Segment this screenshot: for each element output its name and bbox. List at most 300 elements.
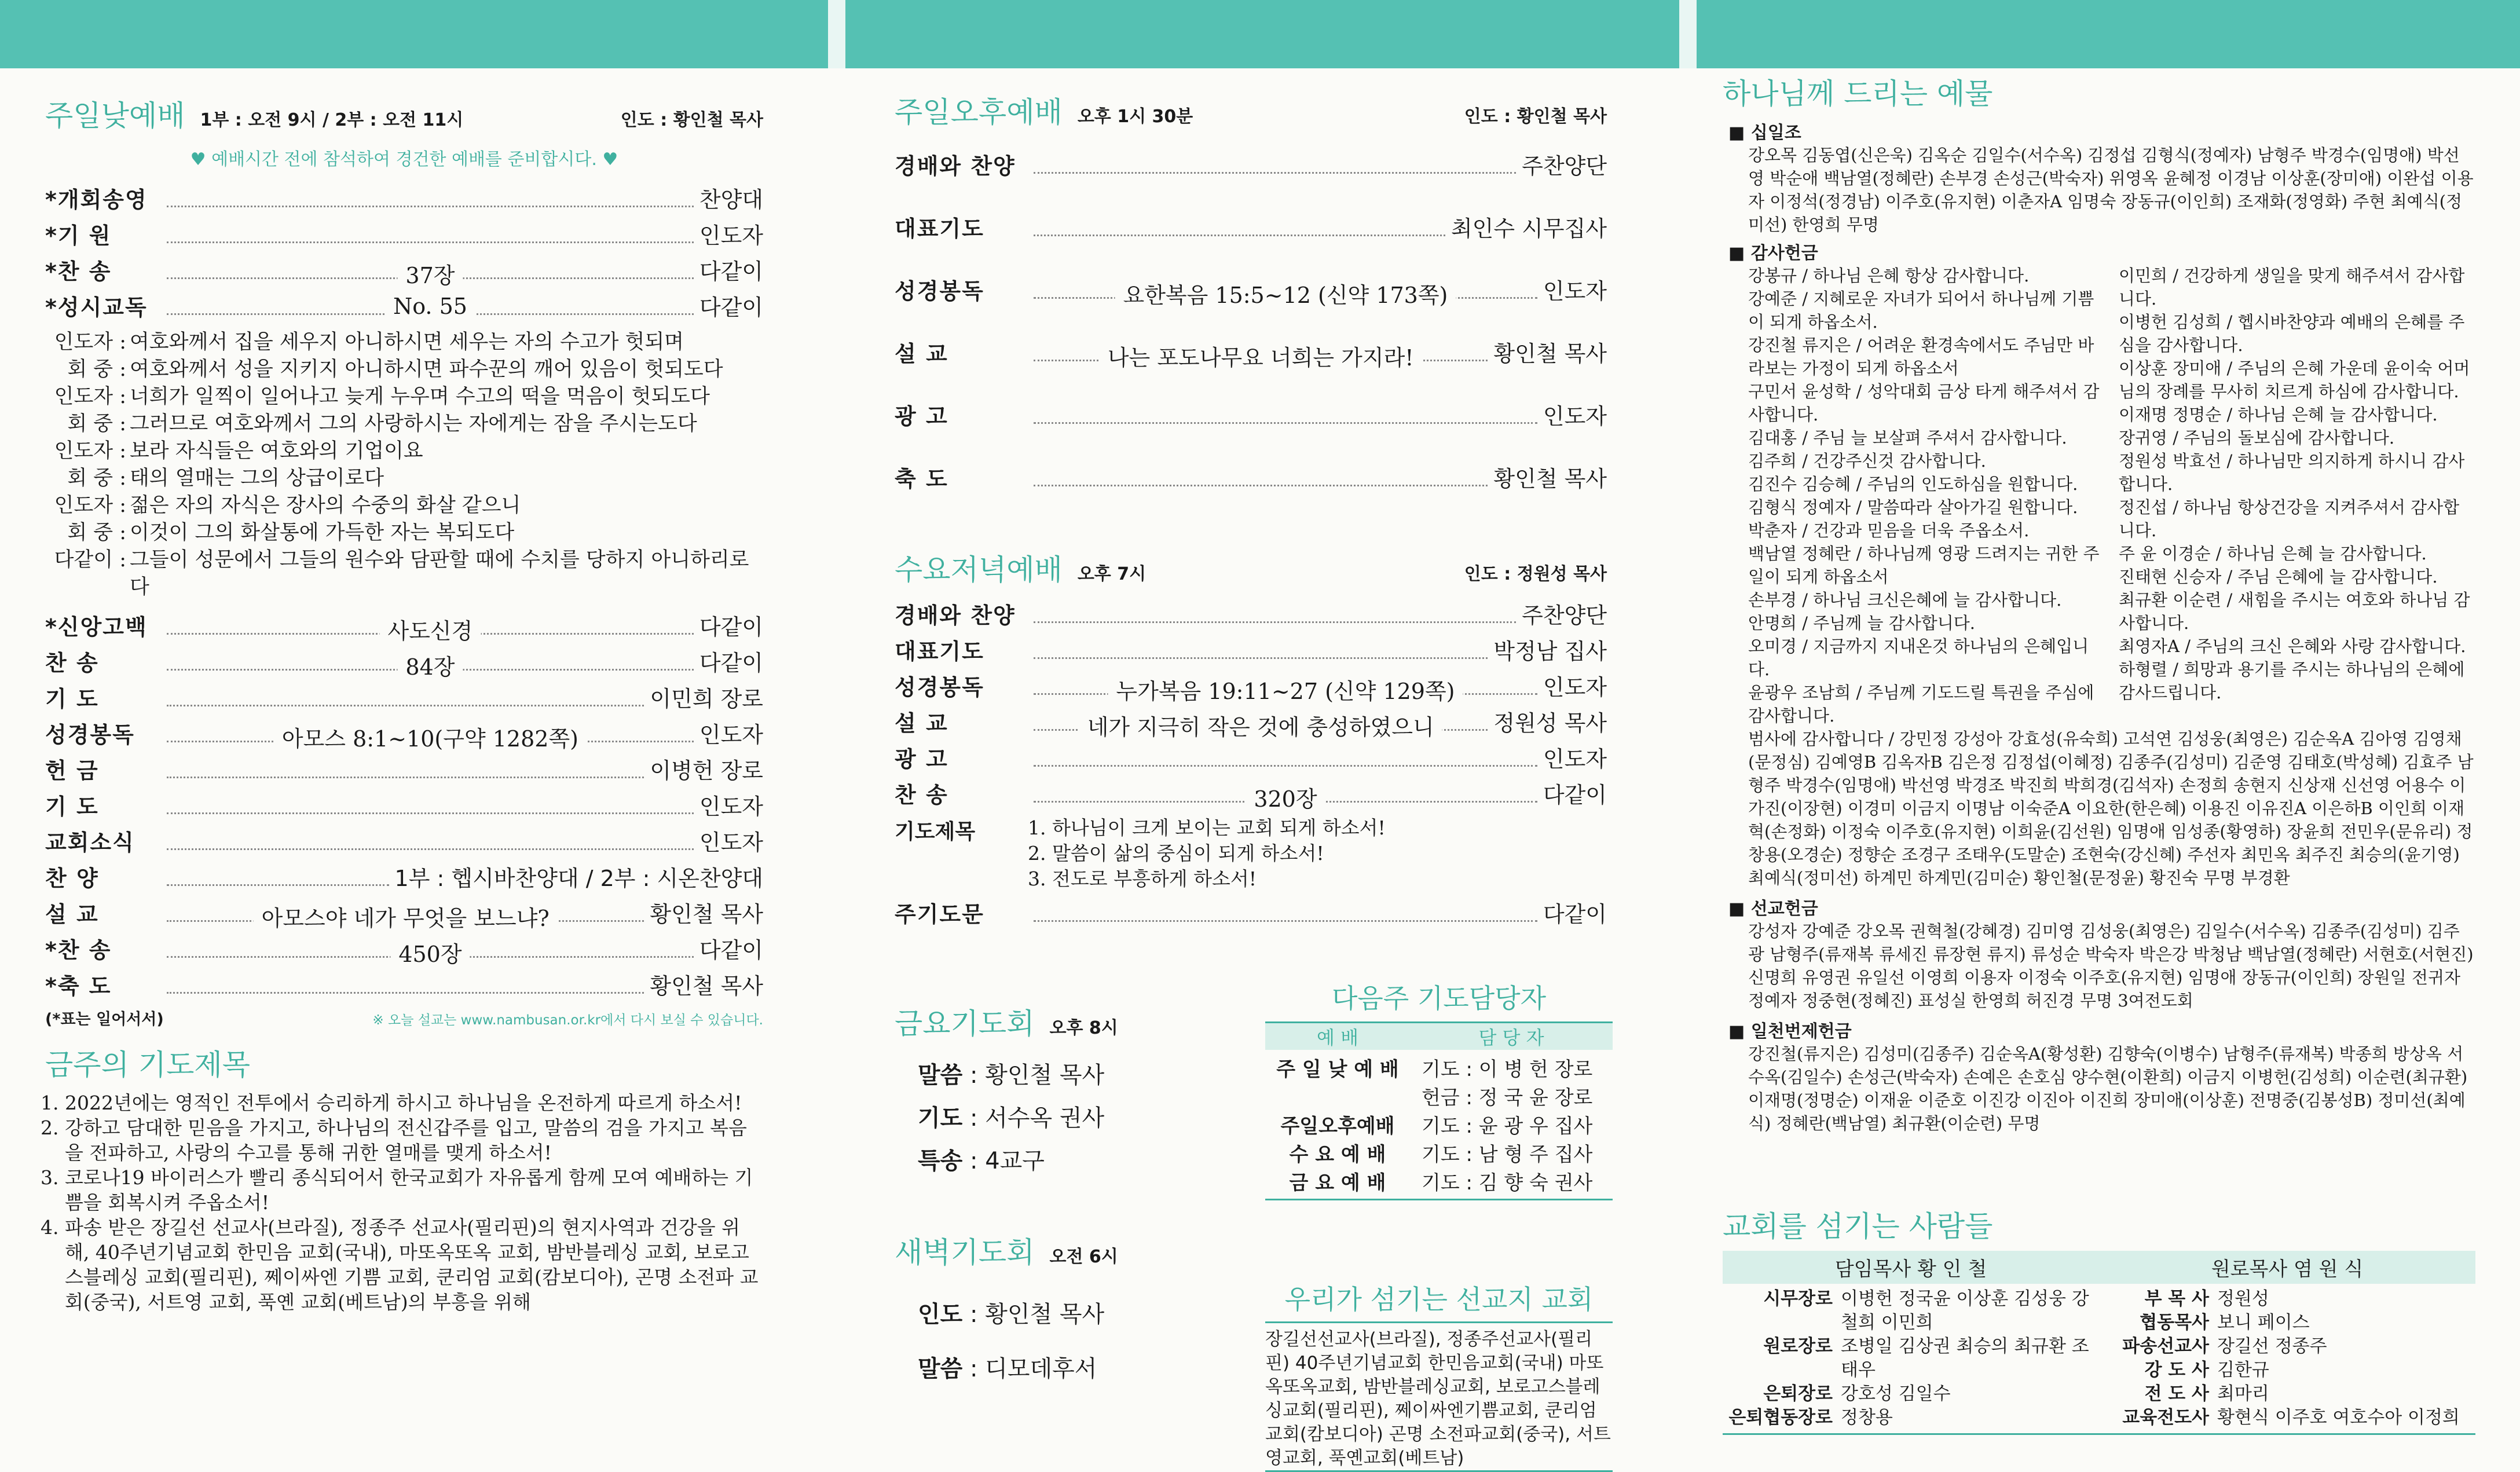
order-middle: 37장 [397,258,463,290]
missions-title: 우리가 섬기는 선교지 교회 [1265,1279,1613,1323]
reading-text: 젊은 자의 자식은 장사의 수중의 화살 같으니 [130,494,521,517]
thanks-entry: 하형렬 / 희망과 용기를 주시는 하나님의 은혜에 감사드립니다. [2119,660,2465,702]
kv-sep: : [962,1148,986,1174]
reading-text: 그러므로 여호와께서 그의 사랑하시는 자에게는 잠을 주시는도다 [130,412,697,435]
order-right: 정원성 목사 [1493,711,1607,736]
friday-title: 금요기도회 [895,1007,1035,1041]
speaker: 인도자 : [54,331,126,354]
kv-row [918,1287,1219,1342]
kv-key: 말씀 [918,1356,963,1382]
staff-names: 김한규 [2217,1360,2269,1381]
sunday-pm-leader: 인도 : 황인철 목사 [1464,107,1607,127]
thanks-entry: 장귀영 / 주님의 돌보심에 감사합니다. [2119,428,2395,448]
staff-role: 은퇴협동장로 [1728,1407,1833,1428]
order-dots [1034,282,1537,308]
staff-row [1723,1335,2099,1382]
kv-sep: : [962,1105,986,1132]
web-note: ※ 오늘 설교는 www.nambusan.or.kr에서 다시 보실 수 있습니다. [372,1013,763,1028]
thanks-entry: 김진수 김승혜 / 주님의 인도하심을 원합니다. [1748,474,2078,494]
kv-sep: : [962,1356,986,1382]
order-dots [167,905,644,931]
order-label: 광 고 [895,746,948,772]
staff-role: 전 도 사 [2144,1383,2209,1404]
kv-val: 황인철 목사 [985,1301,1105,1328]
order-row [45,968,763,1004]
order-label: 기 도 [45,794,99,819]
reading-text: 보라 자식들은 여호와의 기업이요 [130,440,423,463]
thanks-entry: 구민서 윤성학 / 성악대회 금상 타게 해주셔서 감사합니다. [1748,382,2100,424]
emeritus-pastor: 원로목사 염 원 식 [2211,1258,2364,1281]
order-right: 다같이 [699,295,763,320]
next-week-row [1265,1110,1613,1138]
order-dots [167,726,694,752]
staff-row [1723,1287,2099,1335]
responsive-line [45,411,763,438]
staff-names: 황현식 이주호 여호수아 이정희 [2217,1407,2460,1428]
responsive-line [45,492,763,519]
order-middle: 네가 지극히 작은 것에 충성하였으니 [1079,709,1442,741]
assignee: 기도 : 이 병 헌 장로 [1422,1058,1593,1081]
order-right: 인도자 [699,223,763,248]
staff-role: 시무장로 [1763,1288,1833,1309]
thanks-right-list [2119,264,2475,727]
order-right: 인도자 [1543,675,1607,700]
order-row [45,932,763,968]
reading-text: 여호와께서 집을 세우지 아니하시면 세우는 자의 수고가 헛되며 [130,331,684,354]
thanks-entry: 강진철 류지은 / 어려운 환경속에서도 주님만 바라보는 가정이 되게 하옵소서 [1748,335,2094,378]
lords-prayer-right: 다같이 [1543,902,1607,927]
staff-row [2099,1406,2475,1430]
sunday-pm-time: 오후 1시 30분 [1077,107,1193,127]
thanks-entry: 주 윤 이경순 / 하나님 은혜 늘 감사합니다. [2119,544,2427,563]
staff-names: 장길선 정종주 [2217,1336,2327,1357]
next-week-block [1265,977,1613,1200]
order-dots [167,690,644,706]
order-label: *신앙고백 [45,614,148,640]
sunday-pm-order [895,148,1607,523]
thanks-entry: 박춘자 / 건강과 믿음을 더욱 주옵소서. [1748,521,2030,540]
assignees [1410,1053,1613,1110]
kv-key: 인도 [918,1301,963,1328]
staff-header [1723,1251,2475,1284]
reading-text: 이것이 그의 화살통에 가득한 자는 복되도다 [130,521,515,544]
staff-role: 은퇴장로 [1763,1383,1833,1404]
assignee: 기도 : 윤 광 우 집사 [1422,1115,1593,1138]
order-right: 인도자 [699,722,763,748]
order-row [45,717,763,753]
order-row [895,598,1607,634]
order-right: 황인철 목사 [1493,341,1607,367]
order-right: 황인철 목사 [650,902,763,927]
dawn-lines [918,1287,1219,1396]
order-dots [167,797,694,814]
wed-prayer-label: 기도제목 [895,820,976,844]
kv-sep: : [962,1062,986,1089]
order-dots [1034,470,1488,486]
dawn-title: 새벽기도회 [895,1236,1035,1269]
col-person: 담 당 자 [1478,1027,1544,1049]
staff-names: 최마리 [2217,1383,2269,1404]
order-dots [1034,219,1445,236]
friday-block [895,1001,1219,1182]
reading-text: 여호와께서 성을 지키지 아니하시면 파수꾼의 깨어 있음이 헛되도다 [130,358,723,381]
kv-key: 특송 [918,1148,963,1174]
order-row [45,254,763,290]
assignees [1410,1110,1613,1138]
staff-left-list [1723,1287,2099,1430]
order-middle: 450장 [390,936,470,968]
order-label: 헌 금 [45,758,99,783]
kv-sep: : [962,1301,986,1328]
order-middle: 84장 [397,649,463,681]
speaker: 회 중 : [67,521,126,544]
order-dots [167,618,694,644]
order-dots [1034,407,1537,424]
kv-val: 황인철 목사 [985,1062,1105,1089]
next-week-rows [1265,1050,1613,1200]
responsive-reading [45,329,763,601]
staff-role: 교육전도사 [2122,1407,2209,1428]
order-row [45,825,763,861]
order-right: 다같이 [699,259,763,284]
wed-time: 오후 7시 [1077,564,1147,584]
thanks-entry: 정진섭 / 하나님 항상건강을 지켜주셔서 감사합니다. [2119,497,2460,540]
service-name: 주 일 낮 예 배 [1276,1058,1399,1081]
order-right: 찬양대 [699,187,763,213]
order-label: 성경봉독 [45,722,135,748]
order-row [895,461,1607,523]
thanks-more: 범사에 감사합니다 / 강민정 강성아 강효성(유숙희) 고석연 김성웅(최영은) 김순옥A 김아영 김영채(문정심) 김예영B 김옥자B 김은정 김정섭(이혜정) 김종주(김성미) 김준영 김태호(박성혜) 김효주 남형주 박경수(임명애) 박선영 박경조 박진희 박희경(김석자) 손정희 송현지 신상재 신선영 어용수 이가진(이장현) 이경미 이금지 이명남 이숙준A 이요한(한은혜) 이용진 이유진A 이은하B 이인희 이재혁(손정화) 이정숙 이주호(유지현) 이희윤(김선원) 임명애 임성종(황영하) 장윤희 전민우(문유리) 정창용(오경순) 정향순 조경구 조태우(도말순) 조현숙(강신혜) 주선자 최민옥 최주진 최승의(윤기영) 최예식(정미선) 하계민 하계민(김미순) 황인철(문정윤) 황진숙 무명 부경환 [1748,729,2474,888]
staff-row [1723,1382,2099,1406]
thanks-entry: 김형식 정예자 / 말씀따라 살아가길 원합니다. [1748,497,2078,517]
thanks-entry: 정원성 박효선 / 하나님만 의지하게 하시니 감사합니다. [2119,451,2465,494]
order-right: 다같이 [1543,782,1607,808]
wed-prayer-list [1028,815,1386,892]
missions-block [1265,1279,1613,1472]
order-right: 인도자 [699,794,763,819]
order-row [895,705,1607,741]
sunday-am-notice: ♥ 예배시간 전에 참석하여 경건한 예배를 준비합시다. ♥ [190,149,618,170]
service-name: 주일오후예배 [1280,1115,1395,1138]
order-label: *성시교독 [45,295,148,320]
order-right: 주찬양단 [1522,153,1607,179]
thanks-entry: 윤광우 조남희 / 주님께 기도드릴 특권을 주심에 감사합니다. [1748,683,2094,726]
responsive-line [45,356,763,383]
order-row [895,634,1607,669]
service-name: 금 요 예 배 [1289,1171,1386,1195]
wed-title: 수요저녁예배 [895,553,1063,587]
thanks-entry: 오미경 / 지금까지 지내온것 하나님의 은혜입니다. [1748,636,2089,679]
sunday-am-title: 주일낮예배 [45,99,185,133]
sunday-pm-title: 주일오후예배 [895,96,1063,129]
kv-val: 서수옥 권사 [985,1105,1105,1132]
order-label: 경배와 찬양 [895,603,1016,628]
reading-text: 그들이 성문에서 그들의 원수와 담판할 때에 수치를 당하지 아니하리로다 [130,548,749,599]
order-dots [1034,678,1537,704]
order-row [45,609,763,645]
order-label: 기 도 [45,686,99,712]
next-week-row [1265,1167,1613,1195]
kv-val: 4교구 [985,1148,1045,1174]
senior-pastor: 담임목사 황 인 철 [1834,1258,1987,1281]
assignees [1410,1167,1613,1195]
order-middle: 나는 포도나무요 너희는 가지라! [1100,340,1422,372]
thanks-entry: 백남열 정혜란 / 하나님께 영광 드려지는 귀한 주일이 되게 하옵소서 [1748,544,2100,587]
next-week-title: 다음주 기도담당자 [1331,983,1547,1014]
staff-role: 부 목 사 [2144,1288,2209,1309]
reading-text: 태의 열매는 그의 상급이로다 [130,467,384,490]
order-right: 이병헌 장로 [650,758,763,783]
next-week-row [1265,1053,1613,1110]
order-row [895,669,1607,705]
order-right: 다같이 [699,650,763,676]
prayer-topic: 4. 파송 받은 장길선 선교사(브라질), 정종주 선교사(필리핀)의 현지사역과 건강을 위해, 40주년기념교회 한민음 교회(국내), 마또옥또옥 교회, 밤반블레싱 교회, 보로고스블레싱 교회(필리핀), 쩨이싸엔 기쁨 교회, 쿤리엄 교회(캄보디아), 곤명 소전파 교회(중국), 서트영 교회, 푹옌 교회(베트남)의 부흥을 위해 [65,1215,763,1314]
wed-prayer-item: 3. 전도로 부흥하게 하소서! [1028,867,1257,890]
staff-row [1723,1406,2099,1430]
tithe-heading: ■ 십일조 [1728,123,1801,143]
assignee: 기도 : 김 향 숙 권사 [1422,1171,1593,1195]
kv-row [918,1054,1219,1097]
order-label: 설 교 [45,902,99,927]
offerings-title: 하나님께 드리는 예물 [1723,77,1993,111]
order-middle: 아모스야 네가 무엇을 보느냐? [254,900,558,932]
order-dots [1034,750,1537,767]
thanks-entry: 최규환 이순련 / 새힘을 주시는 여호와 하나님 감사합니다. [2119,590,2470,633]
sunday-am-order [45,182,763,325]
staff-names: 정원성 [2217,1288,2269,1309]
order-dots [167,833,694,850]
order-row [895,148,1607,211]
order-dots [167,654,694,680]
staff-row [2099,1382,2475,1406]
order-right: 박정남 집사 [1493,639,1607,664]
order-label: 광 고 [895,404,948,429]
order-dots [167,226,694,243]
missions-text: 장길선선교사(브라질), 정종주선교사(필리핀) 40주년기념교회 한민음교회(국내) 마또옥또옥교회, 밤반블레싱교회, 보로고스블레싱교회(필리핀), 쩨이싸엔기쁨교회, 쿤리엄교회(캄보디아) 곤명 소전파교회(중국), 서트영교회, 푹옌교회(베트남) [1265,1323,1613,1472]
wed-order [895,598,1607,813]
thanks-entry: 이재명 정명순 / 하나님 은혜 늘 감사합니다. [2119,405,2438,424]
order-label: 찬 송 [895,782,948,808]
next-week-header [1265,1021,1613,1050]
order-dots [1034,714,1488,740]
order-label: 성경봉독 [895,279,984,304]
speaker: 회 중 : [67,358,126,381]
order-dots [1034,345,1488,371]
order-label: *개회송영 [45,187,148,213]
speaker: 회 중 : [67,467,126,490]
thousand-names: 강진철(류지은) 김성미(김종주) 김순옥A(황성환) 김향숙(이병수) 남형주(류재복) 박종희 방상옥 서수옥(김일수) 손성근(박숙자) 손예은 손호심 양수현(이환희) 이금지 이병헌(김성희) 이순련(최규환) 이재명(정명순) 이재윤 이준호 이진강 이진아 이진희 장미애(이상훈) 전명중(김봉성B) 정미선(최예식) 정혜란(백남열) 최규환(이순련) 무명 [1748,1044,2468,1133]
order-label: *찬 송 [45,259,112,284]
thanks-entry: 진태현 신승자 / 주님 은혜에 늘 감사합니다. [2119,567,2438,587]
prayer-topic: 2. 강하고 담대한 믿음을 가지고, 하나님의 전신갑주를 입고, 말씀의 검을 가지고 복음을 전파하고, 사랑의 수고를 통해 귀한 열매를 맺게 하소서! [65,1115,763,1165]
staff-right-list [2099,1287,2475,1430]
order-right: 최인수 시무집사 [1451,216,1607,241]
kv-key: 기도 [918,1105,963,1132]
staff-block [1723,1203,2475,1435]
order-dots [1034,606,1516,623]
fold-mark [1679,0,1697,68]
order-label: *기 원 [45,223,112,248]
order-label: *찬 송 [45,938,112,963]
lords-prayer-row [895,896,1607,932]
order-row [45,861,763,896]
staff-row [2099,1311,2475,1335]
order-row [45,645,763,681]
standing-note: (*표는 일어서서) [45,1010,164,1028]
order-row [895,273,1607,336]
order-label: 대표기도 [895,216,984,241]
thanks-entry: 강예준 / 지혜로운 자녀가 되어서 하나님께 기쁨이 되게 하옵소서. [1748,289,2094,332]
order-dots [167,761,644,778]
order-row [45,896,763,932]
thanks-entry: 이민희 / 건강하게 생일을 맞게 해주셔서 감사합니다. [2119,266,2465,309]
order-label: 찬 송 [45,650,99,676]
responsive-line [45,519,763,547]
order-row [895,741,1607,777]
order-right: 주찬양단 [1522,603,1607,628]
prayer-topic: 3. 코로나19 바이러스가 빨리 종식되어서 한국교회가 자유롭게 함께 모여 예배하는 기쁨을 회복시켜 주옵소서! [65,1165,763,1215]
reading-text: 너희가 일찍이 일어나고 늦게 누우며 수고의 떡을 먹음이 헛되도다 [130,385,710,408]
order-right: 이민희 장로 [650,686,763,712]
thanks-heading: ■ 감사헌금 [1728,243,1818,263]
order-label: 경배와 찬양 [895,153,1016,179]
prayer-topics-title: 금주의 기도제목 [45,1048,250,1082]
order-row [895,398,1607,461]
fold-mark [828,0,845,68]
order-middle: No. 55 [385,294,475,319]
order-row [895,211,1607,273]
lords-prayer-label: 주기도문 [895,902,984,927]
order-label: 찬 양 [45,866,99,891]
order-dots [1034,786,1537,812]
dawn-block [895,1229,1219,1396]
wed-prayer-item: 1. 하나님이 크게 보이는 교회 되게 하소서! [1028,816,1386,839]
order-label: 설 교 [895,341,948,367]
thanks-entry: 이병헌 김성희 / 헵시바찬양과 예배의 은혜를 주심을 감사합니다. [2119,312,2465,355]
next-week-row [1265,1138,1613,1167]
friday-lines [918,1054,1219,1182]
service-name: 수 요 예 배 [1289,1143,1386,1166]
column-offerings [1723,68,2475,1428]
speaker: 다같이 : [54,548,126,572]
staff-row [2099,1335,2475,1359]
order-right: 인도자 [1543,404,1607,429]
order-label: 교회소식 [45,830,135,855]
thanks-entry: 이상훈 장미애 / 주님의 은혜 가운데 윤이숙 어머님의 장례를 무사히 치르게 하심에 감사합니다. [2119,358,2470,401]
order-right: 황인철 목사 [1493,466,1607,492]
order-row [45,182,763,218]
wed-leader: 인도 : 정원성 목사 [1464,564,1607,584]
column-sunday-am [45,68,763,1314]
responsive-line [45,329,763,356]
order-dots [167,941,694,967]
staff-role: 파송선교사 [2122,1336,2209,1357]
order-right: 다같이 [699,938,763,963]
responsive-line [45,465,763,492]
friday-time: 오후 8시 [1049,1018,1118,1038]
order-label: 성경봉독 [895,675,984,700]
col-service: 예 배 [1317,1027,1358,1049]
sunday-am-order-2 [45,609,763,1004]
speaker: 인도자 : [54,494,126,517]
order-right: 다같이 [699,614,763,640]
staff-row [2099,1359,2475,1382]
kv-row [918,1097,1219,1140]
staff-names: 조병일 김상권 최승의 최규환 조태우 [1841,1336,2089,1381]
order-right: 1부 : 헵시바찬양대 / 2부 : 시온찬양대 [394,866,763,891]
kv-val: 디모데후서 [985,1356,1097,1382]
tithe-names: 강오목 김동엽(신은욱) 김옥순 김일수(서수옥) 김정섭 김형식(정예자) 남형주 박경수(임명애) 박선영 박순애 백남열(정혜란) 손부경 손성근(박숙자) 위영옥 윤혜정 이경남 이상훈(장미애) 이완섭 이용자 이정석(정경남) 이주호(유지현) 이춘자A 임명숙 장동규(이인희) 조재화(정영화) 주현 최예식(정미선) 한영희 무명 [1748,145,2474,235]
order-label: *축 도 [45,973,112,999]
assignees [1410,1138,1613,1167]
order-row [895,777,1607,813]
staff-names: 정창용 [1841,1407,1893,1428]
order-right: 인도자 [1543,746,1607,772]
thousand-heading: ■ 일천번제헌금 [1728,1021,1852,1042]
order-dots [167,191,694,207]
order-row [895,336,1607,398]
order-row [45,218,763,254]
top-color-band [0,0,2520,68]
column-pm-services [895,68,1611,1469]
responsive-line [45,438,763,465]
dawn-time: 오전 6시 [1049,1247,1118,1267]
assignee: 기도 : 남 형 주 집사 [1422,1143,1593,1166]
order-label: 축 도 [895,466,948,492]
order-dots [1034,157,1516,174]
thanks-left-list [1748,264,2119,727]
thanks-entry: 안명희 / 주님께 늘 감사합니다. [1748,613,1976,633]
thanks-entry: 강봉규 / 하나님 은혜 항상 감사합니다. [1748,266,2030,285]
staff-names: 이병헌 정국윤 이상훈 김성웅 강철희 이민희 [1841,1288,2089,1333]
responsive-line [45,547,763,601]
speaker: 인도자 : [54,385,126,408]
prayer-topics-list [45,1090,763,1314]
staff-role: 협동목사 [2140,1312,2209,1333]
order-dots [167,977,644,994]
staff-role: 원로장로 [1763,1336,1833,1357]
order-right: 황인철 목사 [650,973,763,999]
mission-names: 강성자 강예준 강오목 권혁철(강혜경) 김미영 김성웅(최영은) 김일수(서수옥) 김종주(김성미) 김주광 남형주(류재복 류세진 류장현 류지) 류성순 박숙자 박은강 박청남 백남열(정혜란) 서현호(서현진) 신명희 유영권 유일선 이영희 이용자 이정숙 이주호(유지현) 임명애 장동규(이인희) 장원일 전귀자 정예자 정중현(정혜진) 표성실 한영희 허진경 무명 3여전도회 [1748,921,2474,1010]
order-dots [167,262,694,288]
sunday-am-times: 1부 : 오전 9시 / 2부 : 오전 11시 [200,110,464,130]
order-dots [167,869,389,886]
order-dots [167,294,694,319]
order-middle: 사도신경 [380,613,481,645]
order-row [45,290,763,325]
thanks-entry: 손부경 / 하나님 크신은혜에 늘 감사합니다. [1748,590,2062,610]
thanks-entry: 최영자A / 주님의 크신 은혜와 사랑 감사합니다. [2119,636,2466,656]
kv-row [918,1140,1219,1182]
speaker: 회 중 : [67,412,126,435]
order-middle: 누가복음 19:11~27 (신약 129쪽) [1108,673,1463,705]
staff-names: 강호성 김일수 [1841,1383,1951,1404]
order-right: 인도자 [1543,279,1607,304]
wed-prayer-item: 2. 말씀이 삶의 중심이 되게 하소서! [1028,842,1324,865]
order-label: 설 교 [895,711,948,736]
staff-role: 강 도 사 [2144,1360,2209,1381]
kv-key: 말씀 [918,1062,963,1089]
speaker: 인도자 : [54,440,126,463]
sunday-am-leader: 인도 : 황인철 목사 [620,110,763,130]
order-row [45,681,763,717]
thanks-entry: 김대홍 / 주님 늘 보살펴 주셔서 감사합니다. [1748,428,2067,448]
staff-row [2099,1287,2475,1311]
thanks-entry: 김주희 / 건강주신것 감사합니다. [1748,451,1986,471]
staff-names: 보니 페이스 [2217,1312,2310,1333]
responsive-line [45,383,763,411]
order-middle: 요한복음 15:5~12 (신약 173쪽) [1115,277,1456,309]
